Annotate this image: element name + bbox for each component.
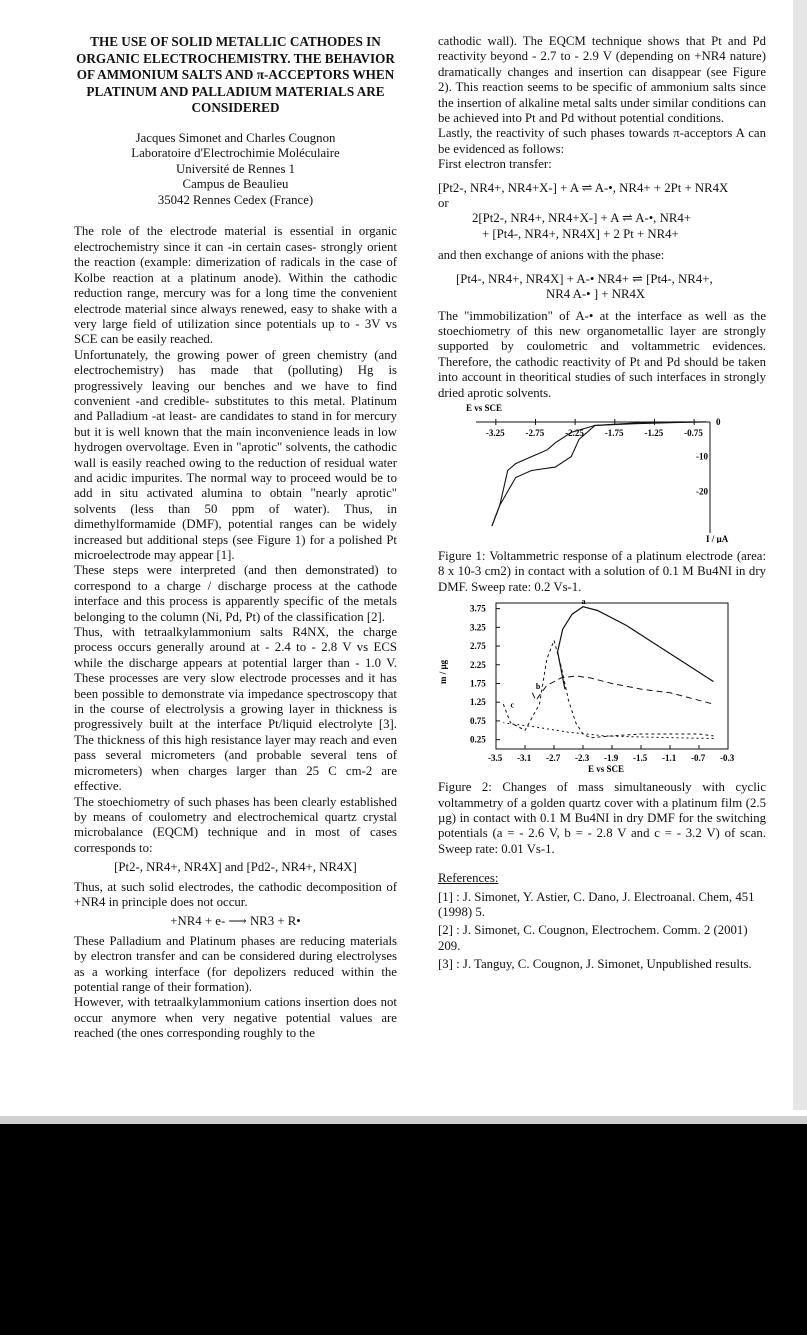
affiliation-address: 35042 Rennes Cedex (France) <box>157 192 314 207</box>
paragraph: These Palladium and Platinum phases are reducing materials by electron transfer and can be considered during electrolyses as a working interface (for depolizers reduced within the potential range of their formation). <box>74 933 397 994</box>
y-axis-label: I / µA <box>706 533 729 543</box>
series-line-return <box>503 723 713 739</box>
y-tick-label: -20 <box>696 486 708 497</box>
y-tick-label: 2.75 <box>470 641 486 652</box>
x-tick-label: -1.25 <box>644 427 664 438</box>
figure-2-mass-chart <box>438 599 738 774</box>
affiliation-university: Université de Rennes 1 <box>175 161 296 176</box>
y-tick-label: 0.25 <box>470 734 486 745</box>
paragraph: The stoechiometry of such phases has been clearly established by means of coulometry and electrochemical quartz crystal microbalance (EQCM) technique and in most of cases corresponds to: <box>74 794 397 855</box>
equation: + [Pt4-, NR4+, NR4X] + 2 Pt + NR4+ <box>482 226 679 241</box>
x-tick-label: -1.9 <box>604 753 619 764</box>
equation-or: or <box>438 196 449 211</box>
paragraph: Thus, with tetraalkylammonium salts R4NX, the charge process occurs generally around at - 2.4 to - 2.8 V vs ECS while the discharge appears at potential larger than - 1.0 V. These processes are very slow electrode processes and it has been possible to demonstrate via impedance spectroscopy that in the course of electrolysis a growing layer in thickness is progressively built at the interface Pt/liquid electrolyte [3]. The thickness of this high resistance layer may reach and even pass several micrometers (and probable several tens of micrometers) when charges larger than 25 C cm-2 are effective. <box>74 625 397 794</box>
y-tick-label: 3.75 <box>470 603 486 614</box>
author-names: Jacques Simonet and Charles Cougnon <box>135 130 336 145</box>
reference-item: [1] : J. Simonet, Y. Astier, C. Dano, J. Electroanal. Chem, 451 (1998) 5. <box>438 889 755 919</box>
paragraph: However, with tetraalkylammonium cations insertion does not occur anymore when very negative potential values are reached (the ones corresponding roughly to the <box>74 995 397 1041</box>
equation-block-first-transfer <box>438 181 766 243</box>
x-axis-label: E vs SCE <box>588 764 625 775</box>
y-tick-label: 1.75 <box>470 678 486 689</box>
figure-1-voltammogram <box>438 403 748 543</box>
paragraph: cathodic wall). The EQCM technique shows that Pt and Pd reactivity beyond - 2.7 to - 2.9 V (depending on +NR4 nature) dramatically changes and insertion can disappear (see Figure 2). This reaction seems to be specific of ammonium salts since the insertion of alkaline metal salts under similar conditions can be achieved into Pt and Pd without potential conditions. <box>438 34 766 126</box>
x-tick-label: -1.75 <box>604 427 624 438</box>
annotation-a: a <box>581 599 586 607</box>
right-column <box>438 34 766 976</box>
x-tick-label: -2.7 <box>546 753 561 764</box>
paragraph: First electron transfer: <box>438 157 552 172</box>
affiliation-lab: Laboratoire d'Electrochimie Moléculaire <box>131 146 340 161</box>
paragraph: Thus, at such solid electrodes, the cathodic decomposition of +NR4 in principle does not occur. <box>74 879 397 909</box>
plot-frame <box>496 603 728 749</box>
x-axis-label: E vs SCE <box>466 402 503 413</box>
series-line-b <box>532 676 713 704</box>
y-axis-label: m / µg <box>438 659 448 685</box>
x-tick-label: -3.1 <box>517 753 532 764</box>
x-tick-label: -2.75 <box>525 427 545 438</box>
equation: NR4 A-• ] + NR4X <box>546 287 646 302</box>
x-tick-label: -0.3 <box>720 753 735 764</box>
scan-bottom-edge <box>0 1116 807 1124</box>
figure-1-caption: Figure 1: Voltammetric response of a platinum electrode (area: 8 x 10-3 cm2) in contact with a solution of 0.1 M Bu4NI in dry DMF. Sweep rate: 0.2 Vs-1. <box>438 548 766 594</box>
figure-2-caption: Figure 2: Changes of mass simultaneously with cyclic voltammetry of a golden quartz cover with a platinum film (2.5 µg) in contact with 0.1 M Bu4NI in dry DMF for the switching potentials (a = - 2.6 V, b = - 2.8 V and c = - 3.2 V) of scan. Sweep rate: 0.01 Vs-1. <box>438 780 766 856</box>
equation: [Pt2-, NR4+, NR4+X-] + A ⇌ A-•, NR4+ + 2Pt + NR4X <box>438 180 729 195</box>
annotation-c: c <box>510 700 515 710</box>
paper-title: THE USE OF SOLID METALLIC CATHODES IN ORGANIC ELECTROCHEMISTRY. THE BEHAVIOR OF AMMONIUM SALTS AND π-ACCEPTORS WHEN PLATINUM AND PALLADIUM MATERIALS ARE CONSIDERED <box>76 34 395 115</box>
left-column <box>74 34 397 1042</box>
x-tick-label: -0.75 <box>684 427 703 438</box>
reference-item: [3] : J. Tanguy, C. Cougnon, J. Simonet, Unpublished results. <box>438 957 752 972</box>
paragraph: Lastly, the reactivity of such phases towards π-acceptors A can be evidenced as follows: <box>438 126 766 156</box>
series-line-c <box>503 641 713 738</box>
affiliation-campus: Campus de Beaulieu <box>182 177 289 192</box>
x-tick-label: -3.5 <box>488 753 503 764</box>
equation: [Pt4-, NR4+, NR4X] + A-• NR4+ ⇌ [Pt4-, NR4+, <box>456 271 713 286</box>
scan-edge <box>793 0 807 1110</box>
x-tick-label: -2.3 <box>575 753 590 764</box>
author-block <box>74 131 397 209</box>
paragraph: The "immobilization" of A-• at the interface as well as the stoechiometry of this new organometallic layer are strongly supported by coulometric and voltammetric evidences. Therefore, the cathodic reactivity of Pt and Pd should be taken into account in theoritical studies of such interfaces in strongly dried aprotic solvents. <box>438 308 766 400</box>
y-tick-label: 0.75 <box>470 716 486 727</box>
y-tick-label: 0 <box>716 416 721 427</box>
y-tick-label: 1.25 <box>470 697 486 708</box>
paragraph: These steps were interpreted (and then demonstrated) to correspond to a charge / discharge process at the cathode interface and this process is apparently specific of the metals belonging to the column (Ni, Pd, Pt) of the classification [2]. <box>74 563 397 624</box>
references-heading: References: <box>438 871 499 886</box>
x-tick-label: -1.1 <box>662 753 677 764</box>
y-tick-label: 2.25 <box>470 659 486 670</box>
x-tick-label: -1.5 <box>633 753 648 764</box>
y-tick-label: -10 <box>696 451 708 462</box>
paragraph: Unfortunately, the growing power of green chemistry (and electrochemistry) has made that (polluting) Hg is progressively leaving our benches and we have to find convenient -and credible- substitutes to this metal. Platinum and Palladium -at least- are candidates to stand in for mercury but it is well known that the main inconvenience leads in low hydrogen overvoltage. Even in "aprotic" solvents, the cathodic wall is easily reached owing to the reduction of residual water and acidic impurites. The normal way to proceed would be to add in situ activated alumina to obtain "nearly aprotic" solvents (less than 50 ppm of water). Thus, in dimethylformamide (DMF), potential ranges can be widely increased but additional steps (see Figure 1) for a polished Pt microelectrode may appear [1]. <box>74 347 397 562</box>
x-tick-label: -0.7 <box>691 753 706 764</box>
equation-block-exchange <box>438 272 766 303</box>
equation-decomposition: +NR4 + e- ⟶ NR3 + R• <box>170 914 301 929</box>
series-line-1 <box>492 422 706 526</box>
x-tick-label: -3.25 <box>485 427 505 438</box>
y-tick-label: 3.25 <box>470 622 486 633</box>
paragraph: The role of the electrode material is essential in organic electrochemistry since it can -in certain cases- strongly orient the reaction (example: dimerization of radicals in the case of Kolbe reaction at a platinum anode). Within the cathodic reduction range, mercury was for a long time the convenient electrode material since always renewed, easy to shake with a very large field of utilization since potentials up to - 3V vs SCE can be easily reached. <box>74 224 397 347</box>
equation-stoichiometry: [Pt2-, NR4+, NR4X] and [Pd2-, NR4+, NR4X] <box>114 860 357 875</box>
reference-item: [2] : J. Simonet, C. Cougnon, Electrochem. Comm. 2 (2001) 209. <box>438 923 748 953</box>
equation: 2[Pt2-, NR4+, NR4+X-] + A ⇌ A-•, NR4+ <box>472 211 691 226</box>
x-tick-label: -2.25 <box>565 427 584 438</box>
annotation-b: b <box>535 682 541 692</box>
paragraph: and then exchange of anions with the phase: <box>438 248 665 263</box>
